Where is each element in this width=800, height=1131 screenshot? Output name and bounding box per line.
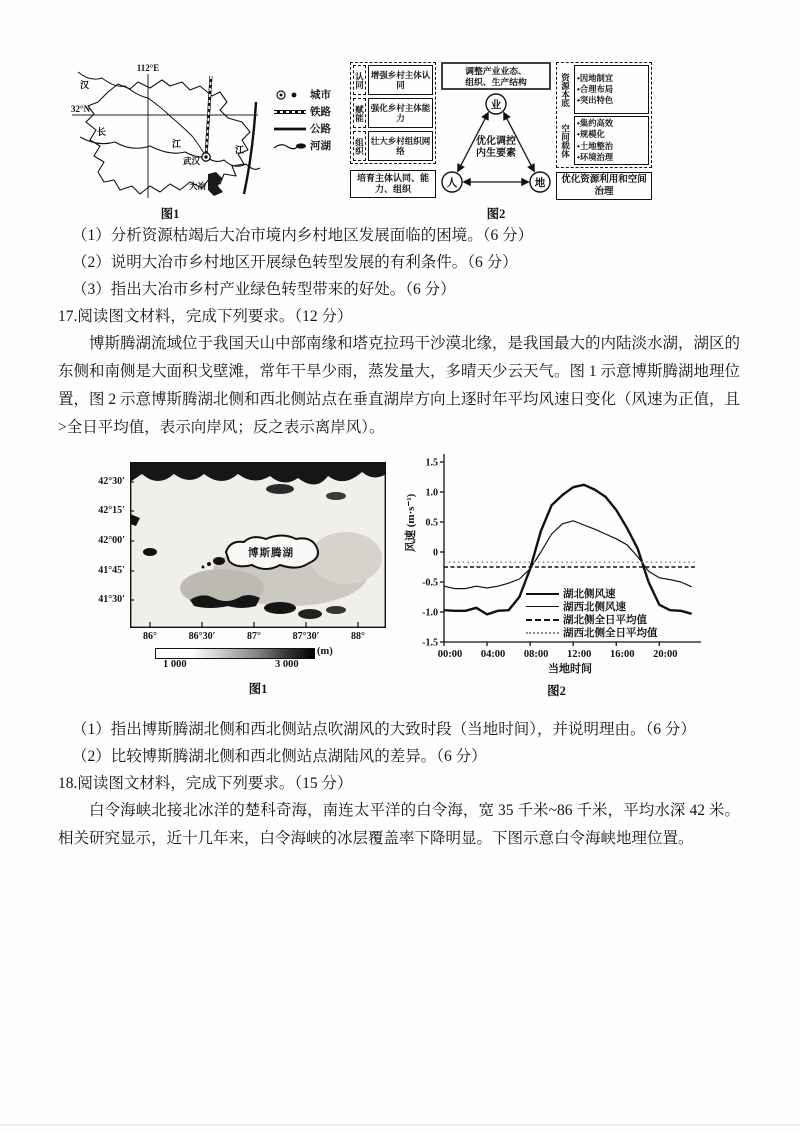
road-symbol-icon	[273, 123, 307, 135]
wind-chart-caption: 图2	[547, 684, 566, 698]
hubei-map-figure	[70, 62, 342, 220]
bosten-map-svg	[130, 462, 386, 628]
legend-river-lake-label: 河湖	[310, 141, 331, 152]
province-outline	[86, 80, 250, 194]
bullet-item: •突出特色	[577, 95, 614, 106]
x-axis-title: 当地时间	[548, 663, 592, 675]
city-symbol-icon	[273, 89, 307, 101]
lon-tick: 87°30′	[292, 631, 320, 642]
bullet-item: •合理布局	[577, 83, 614, 94]
lon-tick: 86°	[143, 631, 157, 642]
legend-railway-label: 铁路	[310, 107, 331, 118]
left-tag-funeng: 赋能	[353, 98, 366, 128]
lat-tick: 42°30′	[98, 476, 125, 487]
south-ridge-blob	[264, 602, 296, 614]
chart-legend	[526, 587, 658, 639]
bosten-map-figure	[83, 448, 398, 704]
legend-road-label: 公路	[310, 124, 331, 135]
mechanism-right-row	[559, 116, 649, 165]
wind-chart-figure	[404, 448, 711, 704]
right-tag-resource-base: 资源本底	[560, 72, 571, 107]
left-box-1: 增强乡村主体认同	[368, 65, 433, 95]
question-line: （2）比较博斯腾湖北侧和西北侧站点湖陆风的差异。（6 分）	[72, 748, 487, 765]
lake-west-dot	[202, 566, 205, 569]
lat-tick: 41°30′	[98, 594, 125, 605]
lon-112e-label: 112°E	[136, 63, 160, 73]
elevation-scale-bar	[155, 648, 315, 659]
wuhan-city-dot	[204, 155, 207, 158]
bullet-item: •环境治理	[577, 151, 614, 162]
industry-node-label: 业	[490, 99, 502, 111]
thick-line-sample-icon	[526, 593, 559, 595]
jiang-mid-label: 江	[172, 139, 182, 149]
resource-base-box	[574, 65, 649, 114]
scale-right-label: 3 000	[275, 659, 299, 670]
q17-block	[58, 716, 740, 770]
land-node-label: 地	[534, 177, 546, 189]
left-box-3: 壮大乡村组织网络	[368, 131, 433, 161]
lon-tick: 87°	[247, 631, 261, 642]
bullet-item: •规模化	[577, 129, 605, 140]
wuhan-label: 武汉	[183, 156, 201, 166]
y-tick-label: 1.5	[425, 457, 438, 469]
y-tick-label: -1.5	[422, 637, 438, 649]
dotted-line-sample-icon	[526, 632, 559, 634]
y-tick-label: 1.0	[425, 487, 438, 499]
adjust-industry-line1: 调整产业业态、	[465, 66, 527, 76]
bullet-item: •因地制宜	[577, 72, 614, 83]
q16-block	[58, 222, 740, 303]
south-ridge-blob	[298, 609, 322, 619]
bullet-item: •集约高效	[577, 118, 614, 129]
lon-tick: 86°30′	[188, 631, 216, 642]
y-tick-label: -0.5	[422, 577, 438, 589]
wind-chart-svg	[404, 448, 709, 676]
question-line: （2）说明大冶市乡村地区开展绿色转型发展的有利条件。（6 分）	[72, 254, 518, 271]
center-text-line1: 优化调控	[476, 136, 516, 147]
jiang-east-label: 江	[235, 145, 245, 155]
mechanism-left-row	[353, 98, 433, 128]
center-text-line2: 内生要素	[476, 148, 516, 159]
daye-area-shape	[208, 172, 223, 196]
bosten-lake-label: 博斯腾湖	[248, 548, 294, 559]
scan-artifact-line	[0, 1124, 800, 1126]
bosten-figure-caption: 图1	[248, 682, 268, 696]
question-line: （1）指出博斯腾湖北侧和西北侧站点吹湖风的大致时段（当地时间），并说明理由。（6 分）	[72, 721, 696, 738]
cultivate-subject-box: 培育主体认同、能力、组织	[350, 170, 436, 198]
mountain-blob	[266, 484, 294, 494]
scale-unit-label: (m)	[317, 646, 333, 657]
lat-tick: 42°15′	[98, 505, 125, 516]
south-ridge-blob	[326, 606, 346, 614]
lake-west-dot	[207, 562, 211, 566]
west-blob	[143, 548, 157, 556]
lat-tick: 41°45′	[98, 565, 125, 576]
legend-label: 湖北侧全日平均值	[563, 615, 647, 626]
x-tick-label: 00:00	[437, 649, 463, 660]
lake-west-blob	[213, 557, 225, 565]
y-tick-label: 0	[433, 547, 438, 559]
mechanism-diagram-figure	[350, 62, 652, 220]
han-river-label: 汉	[80, 80, 90, 90]
q18-header: 18.阅读图文材料，完成下列要求。（15 分）	[58, 775, 353, 792]
lat-tick: 42°00′	[98, 535, 125, 546]
people-node-label: 人	[446, 177, 458, 189]
x-tick-label: 08:00	[523, 649, 549, 660]
legend-label: 湖西北侧风速	[563, 602, 626, 613]
scale-left-label: 1 000	[163, 659, 187, 670]
mechanism-right-panel	[556, 62, 652, 168]
legend-city	[273, 86, 343, 103]
left-box-2: 强化乡村主体能力	[368, 98, 433, 128]
question-line: （3）指出大冶市乡村产业绿色转型带来的好处。（6 分）	[72, 281, 456, 298]
left-tag-rentong: 认同	[353, 65, 366, 95]
road-line	[244, 102, 256, 194]
question-line: （1）分析资源枯竭后大冶市境内乡村地区发展面临的困境。（6 分）	[72, 227, 534, 244]
space-carrier-box	[574, 116, 649, 165]
right-tag-space-carrier: 空间载体	[560, 123, 571, 158]
triangle-diagram-svg	[438, 62, 554, 200]
hubei-map-legend	[273, 86, 343, 154]
y-tick-label: -1.0	[422, 607, 438, 619]
legend-railway	[273, 103, 343, 120]
y-axis-title: 风速 (m·s⁻¹)	[405, 493, 417, 552]
mechanism-left-row	[353, 131, 433, 161]
mechanism-right-row	[559, 65, 649, 114]
optimize-resource-box: 优化资源利用和空间治理	[556, 172, 652, 200]
dashed-line-sample-icon	[526, 619, 559, 621]
q17-header: 17.阅读图文材料，完成下列要求。（12 分）	[58, 308, 353, 325]
legend-item	[526, 626, 658, 639]
figure-row-bosten	[58, 448, 740, 710]
x-tick-label: 20:00	[653, 649, 678, 660]
lat-32n-label: 32°N	[71, 104, 91, 114]
adjust-industry-line2: 组织、生产结构	[465, 77, 527, 87]
daye-label: 大冶	[189, 181, 207, 191]
mountain-blob	[326, 492, 346, 500]
mechanism-left-row	[353, 65, 433, 95]
y-tick-label: 0.5	[425, 517, 438, 529]
x-tick-label: 04:00	[480, 649, 506, 660]
series-thin	[444, 521, 692, 589]
legend-river-lake	[273, 137, 343, 154]
q17-paragraph: 博斯腾湖流域位于我国天山中部南缘和塔克拉玛干沙漠北缘，是我国最大的内陆淡水湖，湖区的东侧和南侧是大面积戈壁滩，常年干旱少雨，蒸发量大，多晴天少云天气。图 1 示意博斯腾湖地理位置，图 2 示意博斯腾湖北侧和西北侧站点在垂直湖岸方向上逐时年平均风速日变化（风速为正值，且>全日平均值，表示向岸风；反之表示离岸风）。	[58, 335, 741, 436]
bullet-item: •土地整治	[577, 140, 614, 151]
mechanism-figure-caption: 图2	[486, 207, 506, 221]
chang-river-label: 长	[97, 127, 107, 137]
q18-paragraph: 白令海峡北接北冰洋的楚科奇海，南连太平洋的白令海，宽 35 千米~86 千米，平均水深 42 米。相关研究显示，近十几年来，白令海峡的冰层覆盖率下降明显。下图示意白令海峡地理位置。	[58, 802, 740, 847]
legend-label: 湖西北侧全日平均值	[563, 628, 658, 639]
legend-label: 湖北侧风速	[563, 589, 616, 600]
thin-line-sample-icon	[526, 606, 559, 607]
x-tick-label: 12:00	[566, 649, 592, 660]
x-tick-label: 16:00	[610, 649, 635, 660]
hubei-figure-caption: 图1	[160, 207, 180, 221]
legend-city-label: 城市	[310, 90, 331, 101]
legend-road	[273, 120, 343, 137]
railway-symbol-icon	[273, 106, 307, 118]
terrain-gray-patch	[310, 532, 382, 584]
figure-row-hubei	[58, 62, 740, 222]
river-lake-symbol-icon	[273, 140, 307, 152]
left-tag-zuzhi: 组织	[353, 131, 366, 161]
mechanism-left-panel	[350, 62, 436, 164]
lon-tick: 88°	[351, 631, 365, 642]
hubei-map-svg	[70, 62, 270, 202]
